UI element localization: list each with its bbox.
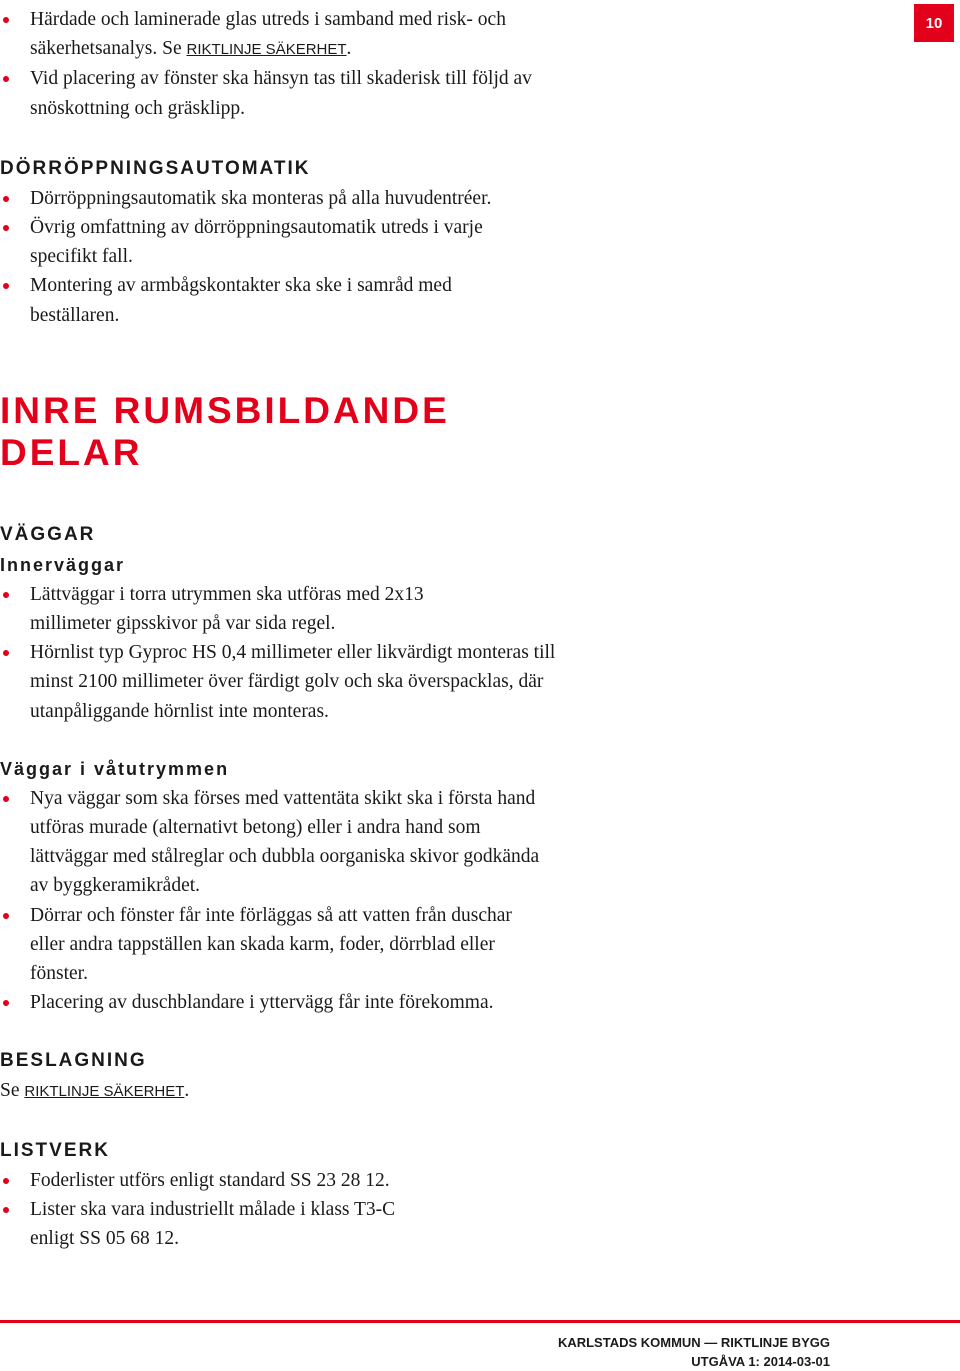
list-item [0, 1166, 560, 1195]
listverk-bullet-list [0, 1166, 560, 1254]
list-item [0, 184, 540, 213]
beslagning-text [0, 1076, 600, 1106]
chapter-heading [0, 390, 600, 474]
page-footer [558, 1333, 830, 1371]
section-heading-listverk: LISTVERK [0, 1139, 110, 1161]
list-item [0, 1195, 420, 1253]
list-item-text: Härdade och laminerade glas utreds i samband med risk- och säkerhetsanalys. Se [30, 9, 506, 60]
beslagning-text-start: Se [0, 1080, 25, 1102]
list-item [0, 638, 560, 726]
list-item-text: Nya väggar som ska förses med vattentäta skikt ska i första hand utföras murade (alternativt betong) eller i andra hand som lättväggar med stålreglar och dubbla oorganiska skivor godkända av byggkeramikrådet. [30, 787, 540, 897]
chapter-heading-line1: INRE RUMSBILDANDE [0, 389, 450, 431]
footer-title: KARLSTADS KOMMUN — RIKTLINJE BYGG [557, 1335, 830, 1350]
list-item-text: Foderlister utförs enligt standard SS 23 28 12. [30, 1169, 390, 1191]
section-heading-beslagning: BESLAGNING [0, 1050, 147, 1072]
footer-divider [0, 1320, 960, 1323]
list-item [0, 213, 540, 271]
vatutrymmen-bullet-list [0, 784, 545, 1018]
list-item-text: Lättväggar i torra utrymmen ska utföras med 2x13 millimeter gipsskivor på var sida regel. [30, 583, 424, 635]
dorroppning-bullet-list [0, 184, 540, 330]
bullet-icon [3, 796, 9, 802]
list-item-text: Lister ska vara industriellt målade i klass T3-C enligt SS 05 68 12. [30, 1198, 396, 1250]
list-item-text: Dörrar och fönster får inte förläggas så att vatten från duschar eller andra tappställen kan skada karm, foder, dörrblad eller fönster. [30, 904, 512, 985]
bullet-icon [3, 1207, 9, 1213]
list-item-text: Hörnlist typ Gyproc HS 0,4 millimeter eller likvärdigt monteras till minst 2100 millimeter över färdigt golv och ska överspacklas, där utanpåliggande hörnlist inte monteras. [30, 642, 556, 722]
subsection-heading-vatutrymmen: Väggar i våtutrymmen [0, 758, 230, 779]
list-item [0, 271, 510, 329]
page-number-badge [914, 4, 954, 42]
list-item-text: Övrig omfattning av dörröppningsautomatik utreds i varje specifikt fall. [30, 217, 483, 268]
riktlinje-sakerhet-link[interactable]: RIKTLINJE SÄKERHET [186, 41, 347, 59]
list-item-text: Placering av duschblandare i yttervägg får inte förekomma. [30, 992, 494, 1014]
innervaggar-bullet-list [0, 580, 560, 726]
list-item-text: Vid placering av fönster ska hänsyn tas till skaderisk till följd av snöskottning och gräsklipp. [30, 68, 532, 119]
list-item [0, 5, 560, 64]
list-item [0, 64, 560, 122]
list-item [0, 988, 545, 1017]
list-item-text: Montering av armbågskontakter ska ske i samråd med beställaren. [30, 275, 452, 326]
bullet-icon [3, 283, 9, 289]
bullet-icon [3, 1178, 9, 1184]
list-item-text: Dörröppningsautomatik ska monteras på alla huvudentréer. [30, 187, 492, 209]
page-number: 10 [925, 14, 943, 32]
bullet-icon [3, 196, 9, 202]
bullet-icon [3, 1000, 9, 1006]
list-item [0, 784, 545, 901]
section-heading-vaggar: VÄGGAR [0, 523, 96, 545]
list-item [0, 580, 470, 638]
beslagning-text-end: . [184, 1080, 190, 1102]
bullet-icon [3, 650, 9, 656]
section-heading-dorroppningsautomatik: DÖRRÖPPNINGSAUTOMATIK [0, 157, 311, 179]
footer-edition: UTGÅVA 1: 2014-03-01 [691, 1354, 830, 1369]
intro-bullet-list [0, 5, 560, 123]
bullet-icon [3, 76, 9, 82]
riktlinje-sakerhet-link[interactable]: RIKTLINJE SÄKERHET [24, 1083, 185, 1101]
list-item-text-end: . [346, 38, 352, 60]
bullet-icon [3, 592, 9, 598]
bullet-icon [3, 225, 9, 231]
bullet-icon [3, 913, 9, 919]
chapter-heading-line2: DELAR [0, 431, 143, 473]
subsection-heading-innervaggar: Innerväggar [0, 554, 126, 575]
bullet-icon [3, 17, 9, 23]
list-item [0, 901, 530, 989]
